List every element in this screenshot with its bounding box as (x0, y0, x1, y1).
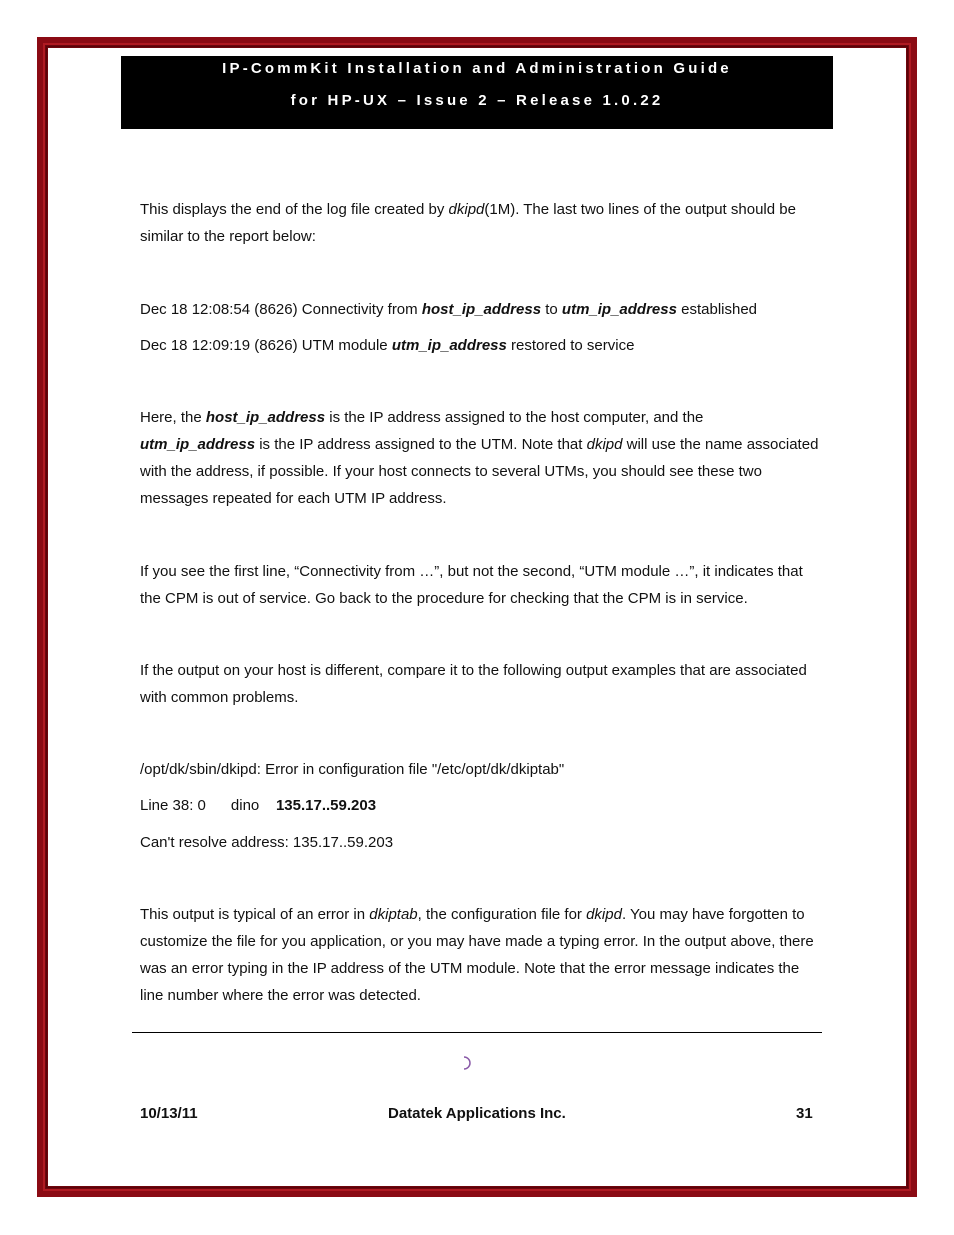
document-header (121, 56, 833, 129)
text: . You may have forgotten to customize the file for you application, or you may have made a typing error. In the output above, there was an error typing in the IP address of the UTM module. Note that the error message indicates the line number where the error was detected. (140, 906, 814, 1004)
text: If you see the first line, “Connectivity from …”, but not the second, “UTM module …”, it indicates that the CPM is out of service. Go back to the procedure for checking that the CPM is in service. (140, 563, 803, 607)
bad-address: 135.17..59.203 (275, 797, 377, 814)
text: is the IP address assigned to the UTM. Note that (255, 436, 587, 453)
paragraph-cpm-out-of-service (140, 558, 820, 612)
utm-ip-term: utm_ip_address (391, 337, 507, 354)
text: Line 38: 0 dino (140, 797, 276, 814)
datatek-logo-icon (456, 1043, 490, 1083)
text: restored to service (506, 337, 635, 354)
text: This displays the end of the log file created by (140, 201, 449, 218)
paragraph-explanation (140, 404, 820, 512)
text: will use the name associated with the address, if possible. If your host connects to several UTMs, you should see these two messages repeated for each UTM IP address. (140, 436, 819, 507)
text: Here, the (140, 409, 206, 426)
text: (1M). The last two lines of the output should be similar to the report below: (140, 201, 796, 245)
log-line-utm-module (140, 336, 634, 356)
text: established (676, 301, 758, 318)
text: Dec 18 12:08:54 (8626) Connectivity from (140, 301, 422, 318)
file-name: dkiptab (369, 906, 418, 923)
text: Dec 18 12:09:19 (8626) UTM module (140, 337, 392, 354)
text: This output is typical of an error in (140, 906, 370, 923)
text: to (541, 301, 562, 318)
host-ip-term: host_ip_address (421, 301, 542, 318)
text: is the IP address assigned to the host computer, and the (325, 409, 704, 426)
utm-ip-term: utm_ip_address (140, 436, 256, 453)
header-title: IP-CommKit Installation and Administration Guide (222, 60, 732, 77)
command-name: dkipd (448, 201, 485, 218)
footer-company: Datatek Applications Inc. (388, 1105, 566, 1122)
footer-divider (132, 1032, 822, 1033)
log-line-connectivity (140, 300, 757, 320)
page-number: 31 (796, 1105, 813, 1122)
command-name: dkipd (586, 436, 623, 453)
text: , the configuration file for (417, 906, 587, 923)
error-line-resolve: Can't resolve address: 135.17..59.203 (140, 834, 394, 851)
error-line-number (140, 796, 376, 816)
paragraph-log-intro (140, 196, 820, 250)
footer-date: 10/13/11 (140, 1105, 198, 1122)
header-subtitle: for HP-UX – Issue 2 – Release 1.0.22 (290, 92, 664, 109)
text: If the output on your host is different, compare it to the following output examples that are associated with common problems. (140, 662, 807, 706)
error-line-config: /opt/dk/sbin/dkipd: Error in configuration file "/etc/opt/dk/dkiptab" (140, 761, 565, 778)
host-ip-term: host_ip_address (205, 409, 326, 426)
command-name: dkipd (586, 906, 622, 923)
utm-ip-term: utm_ip_address (561, 301, 677, 318)
paragraph-different-output (140, 657, 820, 711)
paragraph-dkiptab-error (140, 901, 820, 1009)
